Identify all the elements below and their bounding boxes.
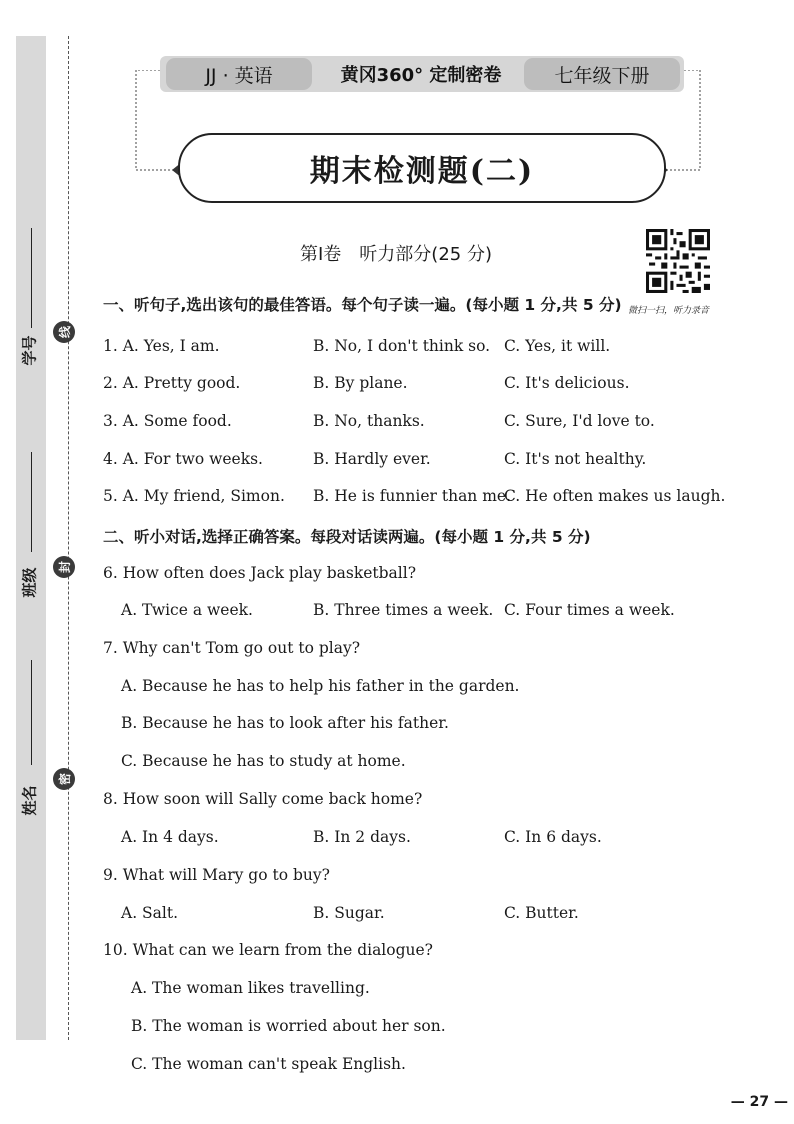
student-id-label: 学号 xyxy=(20,335,39,366)
q8-option-b: B. In 2 days. xyxy=(313,828,411,846)
q6-stem: 6. How often does Jack play basketball? xyxy=(103,564,417,582)
q5-option-b: B. He is funnier than me. xyxy=(313,487,512,505)
q7-option-b: B. Because he has to look after his father. xyxy=(121,714,449,732)
name-label: 姓名 xyxy=(20,785,39,816)
q8-option-a: A. In 4 days. xyxy=(121,828,219,846)
q7-option-c: C. Because he has to study at home. xyxy=(121,752,406,770)
exam-title: 期末检测题(二) xyxy=(309,154,535,189)
listening-part-heading: 第Ⅰ卷 听力部分(25 分) xyxy=(300,244,492,265)
q9-option-c: C. Butter. xyxy=(504,904,579,922)
q3-option-b: B. No, thanks. xyxy=(313,412,425,430)
class-blank xyxy=(31,452,32,552)
grade-pill: 七年级下册 xyxy=(524,58,680,90)
q9-option-b: B. Sugar. xyxy=(313,904,385,922)
exam-title-box xyxy=(178,133,666,203)
qr-caption: 微扫一扫，听力录音 xyxy=(628,306,710,316)
q10-option-a: A. The woman likes travelling. xyxy=(131,979,370,997)
q3-option-a: 3. A. Some food. xyxy=(103,412,232,430)
q4-option-c: C. It's not healthy. xyxy=(504,450,647,468)
series-title: 黄冈360° 定制密卷 xyxy=(340,65,502,86)
q5-option-c: C. He often makes us laugh. xyxy=(504,487,726,505)
student-id-blank xyxy=(31,228,32,328)
q10-stem: 10. What can we learn from the dialogue? xyxy=(103,941,433,959)
q9-stem: 9. What will Mary go to buy? xyxy=(103,866,330,884)
q8-stem: 8. How soon will Sally come back home? xyxy=(103,790,423,808)
q6-option-c: C. Four times a week. xyxy=(504,601,675,619)
subject-pill: JJ · 英语 xyxy=(166,58,312,90)
qr-code-icon[interactable] xyxy=(646,226,710,296)
seal-line-mark: 线 xyxy=(53,321,75,343)
q2-option-a: 2. A. Pretty good. xyxy=(103,374,241,392)
q10-option-c: C. The woman can't speak English. xyxy=(131,1055,406,1073)
q1-option-c: C. Yes, it will. xyxy=(504,337,611,355)
q6-option-b: B. Three times a week. xyxy=(313,601,494,619)
q8-option-c: C. In 6 days. xyxy=(504,828,602,846)
seal-seal-mark: 封 xyxy=(53,556,75,578)
q7-option-a: A. Because he has to help his father in the garden. xyxy=(121,677,520,695)
q4-option-b: B. Hardly ever. xyxy=(313,450,431,468)
q2-option-c: C. It's delicious. xyxy=(504,374,630,392)
binding-dashed-line xyxy=(68,36,69,1040)
page-number: — 27 — xyxy=(730,1094,788,1110)
name-blank xyxy=(31,660,32,765)
q2-option-b: B. By plane. xyxy=(313,374,408,392)
section2-heading: 二、听小对话,选择正确答案。每段对话读两遍。(每小题 1 分,共 5 分) xyxy=(103,528,591,546)
q1-option-b: B. No, I don't think so. xyxy=(313,337,491,355)
q7-stem: 7. Why can't Tom go out to play? xyxy=(103,639,361,657)
q3-option-c: C. Sure, I'd love to. xyxy=(504,412,655,430)
seal-secret-mark: 密 xyxy=(53,768,75,790)
q9-option-a: A. Salt. xyxy=(121,904,179,922)
q4-option-a: 4. A. For two weeks. xyxy=(103,450,263,468)
section1-heading: 一、听句子,选出该句的最佳答语。每个句子读一遍。(每小题 1 分,共 5 分) xyxy=(103,296,622,314)
q6-option-a: A. Twice a week. xyxy=(121,601,253,619)
q5-option-a: 5. A. My friend, Simon. xyxy=(103,487,285,505)
q1-option-a: 1. A. Yes, I am. xyxy=(103,337,220,355)
q10-option-b: B. The woman is worried about her son. xyxy=(131,1017,446,1035)
class-label: 班级 xyxy=(20,567,39,598)
